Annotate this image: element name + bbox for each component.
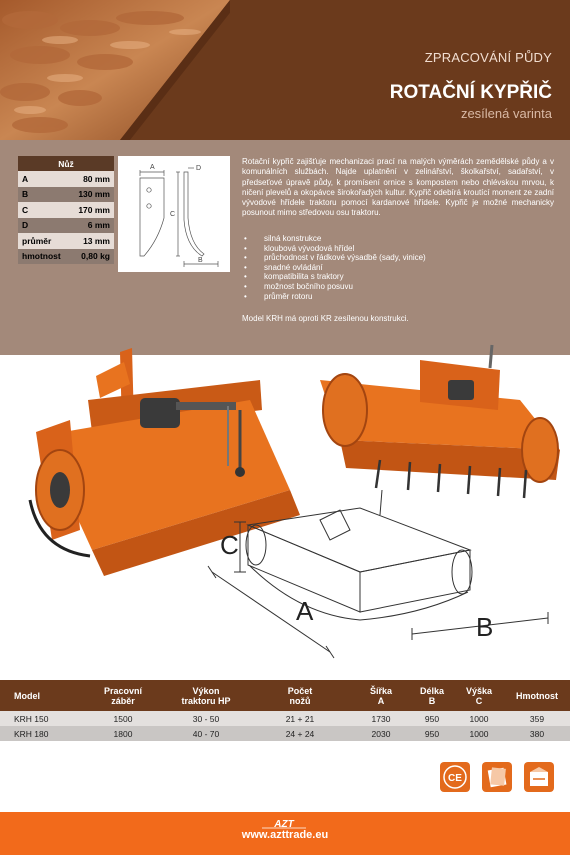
- manual-book-icon: [482, 762, 512, 792]
- knife-dim-a-label: A: [150, 164, 155, 171]
- table-cell: KRH 180: [0, 726, 82, 741]
- table-cell: 1000: [454, 711, 504, 726]
- category-label: ZPRACOVÁNÍ PŮDY: [424, 50, 552, 65]
- knife-dim-d-label: D: [196, 165, 202, 172]
- col-height-c: Výška C: [454, 680, 504, 711]
- spec-label: D: [18, 218, 70, 234]
- col-tractor-power: Výkon traktoru HP: [164, 680, 248, 711]
- col-working-width: Pracovní záběr: [82, 680, 164, 711]
- product-description: Rotační kypřič zajišťuje mechanizaci prací na malých výměrách zemědělské půdy a v komunálních službách. Najde uplatnění v zelinářství, školkařství, sadařství, v předseťové úpravě půdy, k promísení ornice s kompostem nebo chlévskou mrvou, k ničení plevelů a okopávce širokořadých kultur. Kypřič odebírá kroutící moment ze zadní vývodové hřídele traktoru pomocí kardanové hřídele. Kypřič je možné mechanicky posunout mimo středovou osu traktoru.: [242, 157, 554, 218]
- table-row: [0, 711, 570, 726]
- models-table-header: [0, 680, 570, 711]
- table-cell: 1000: [454, 726, 504, 741]
- knife-dim-c-label: C: [170, 211, 176, 218]
- spec-value: 80 mm: [70, 171, 114, 187]
- table-cell: KRH 150: [0, 711, 82, 726]
- knife-spec-table: [18, 156, 114, 264]
- table-cell: 950: [410, 726, 454, 741]
- col-width-a: Šířka A: [352, 680, 410, 711]
- spec-row: [18, 187, 114, 203]
- spec-row: [18, 218, 114, 234]
- spec-row: [18, 249, 114, 265]
- knife-diagram: [118, 156, 230, 272]
- col-weight: Hmotnost: [504, 680, 570, 711]
- spec-label: průměr: [18, 233, 70, 249]
- spec-value: 0,80 kg: [70, 249, 114, 265]
- spec-row: [18, 202, 114, 218]
- website-link[interactable]: www.azttrade.eu: [241, 829, 329, 841]
- feature-item: • kloubová vývodová hřídel: [242, 244, 554, 254]
- feature-item: • snadné ovládání: [242, 263, 554, 273]
- feature-item: • možnost bočního posuvu: [242, 282, 554, 292]
- table-cell: 1500: [82, 711, 164, 726]
- feature-item: • průměr rotoru: [242, 292, 554, 302]
- spec-value: 170 mm: [70, 202, 114, 218]
- feature-list: [242, 234, 554, 301]
- soil-photo: [0, 0, 230, 140]
- spec-label: A: [18, 171, 70, 187]
- table-row: [0, 726, 570, 741]
- spec-value: 6 mm: [70, 218, 114, 234]
- spec-label: C: [18, 202, 70, 218]
- table-cell: 30 - 50: [164, 711, 248, 726]
- table-cell: 21 + 21: [248, 711, 352, 726]
- col-model: Model: [0, 680, 82, 711]
- azt-logo: [258, 817, 310, 829]
- feature-item: • průchodnost v řádkové výsadbě (sady, vinice): [242, 253, 554, 263]
- dimension-a-label: A: [296, 596, 314, 626]
- warranty-box-icon: [524, 762, 554, 792]
- rotary-tiller-photo-left: [30, 348, 300, 576]
- table-cell: 40 - 70: [164, 726, 248, 741]
- table-cell: 380: [504, 726, 570, 741]
- spec-label: B: [18, 187, 70, 203]
- product-subtitle: zesílená varinta: [460, 106, 552, 121]
- table-cell: 1730: [352, 711, 410, 726]
- ce-mark-icon: [440, 762, 470, 792]
- spec-label: hmotnost: [18, 249, 70, 265]
- col-length-b: Délka B: [410, 680, 454, 711]
- product-title: ROTAČNÍ KYPŘIČ: [389, 82, 552, 103]
- dimension-b-label: B: [476, 612, 494, 642]
- spec-value: 130 mm: [70, 187, 114, 203]
- dimension-c-label: C: [220, 530, 239, 560]
- spec-row: [18, 233, 114, 249]
- knife-dim-b-label: B: [198, 257, 203, 264]
- col-knives-count: Počet nožů: [248, 680, 352, 711]
- table-cell: 359: [504, 711, 570, 726]
- feature-item: • kompatibilita s traktory: [242, 272, 554, 282]
- svg-text:CE: CE: [448, 773, 462, 784]
- table-cell: 2030: [352, 726, 410, 741]
- table-cell: 24 + 24: [248, 726, 352, 741]
- header-banner: [0, 0, 570, 140]
- rotary-tiller-photo-right: [320, 345, 560, 498]
- svg-text:AZT: AZT: [274, 819, 294, 829]
- models-table: [0, 680, 570, 741]
- feature-item: • silná konstrukce: [242, 234, 554, 244]
- spec-value: 13 mm: [70, 233, 114, 249]
- table-cell: 950: [410, 711, 454, 726]
- knife-spec-header: Nůž: [18, 156, 114, 171]
- model-note: Model KRH má oproti KR zesílenou konstrukci.: [242, 314, 409, 323]
- table-cell: 1800: [82, 726, 164, 741]
- spec-row: [18, 171, 114, 187]
- machine-illustrations: [0, 340, 570, 670]
